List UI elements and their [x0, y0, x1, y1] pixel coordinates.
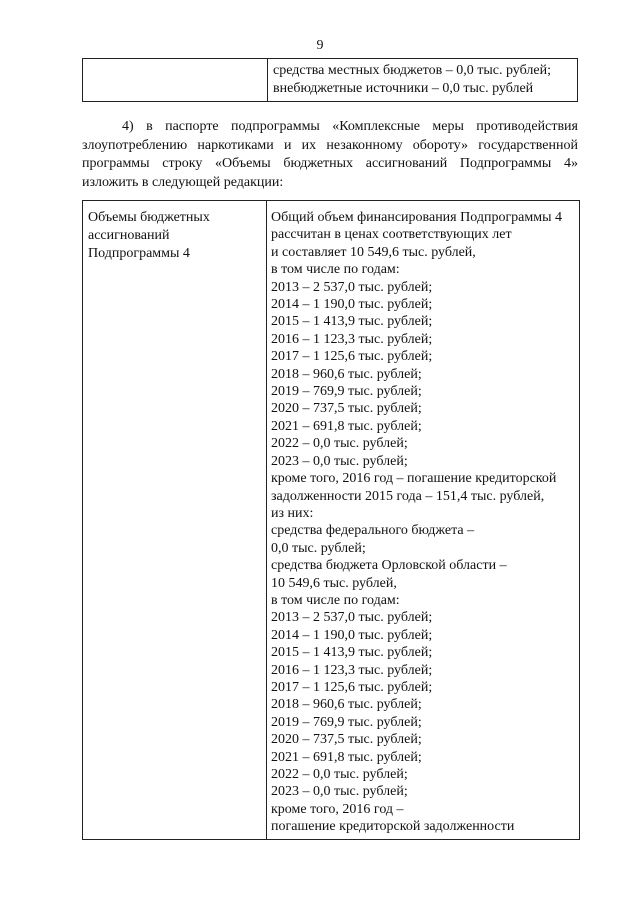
funding-line: Общий объем финансирования Подпрограммы 4 [271, 210, 563, 225]
funding-line: в том числе по годам: [271, 592, 400, 608]
funding-details-cell [271, 209, 575, 836]
funding-line: 2019 – 769,9 тыс. рублей; [271, 384, 422, 400]
table-column-divider [266, 201, 267, 839]
funding-line: кроме того, 2016 год – [271, 801, 404, 817]
funding-line: средства бюджета Орловской области – [271, 558, 507, 574]
paragraph-line: злоупотреблению наркотиками и их незаконному обороту» государственной [82, 137, 578, 153]
row-header-line: Подпрограммы 4 [88, 246, 190, 261]
funding-line: 2021 – 691,8 тыс. рублей; [271, 749, 422, 765]
funding-line: 10 549,6 тыс. рублей, [271, 575, 397, 591]
funding-line: 2020 – 737,5 тыс. рублей; [271, 401, 422, 417]
continuation-table [82, 58, 578, 102]
funding-line: средства федерального бюджета – [271, 523, 475, 539]
funding-line: 2013 – 2 537,0 тыс. рублей; [271, 610, 433, 626]
funding-line: 2023 – 0,0 тыс. рублей; [271, 784, 408, 800]
page-number: 9 [316, 38, 324, 53]
funding-line: 2014 – 1 190,0 тыс. рублей; [271, 297, 433, 313]
continuation-table-right-cell [273, 62, 551, 98]
funding-line: 0,0 тыс. рублей; [271, 540, 366, 556]
paragraph-line: 4) в паспорте подпрограммы «Комплексные меры противодействия [122, 119, 578, 134]
funding-line: из них: [271, 505, 314, 521]
funding-line: 2023 – 0,0 тыс. рублей; [271, 453, 408, 469]
table-line: внебюджетные источники – 0,0 тыс. рублей [273, 81, 534, 96]
funding-line: и составляет 10 549,6 тыс. рублей, [271, 244, 476, 260]
funding-line: кроме того, 2016 год – погашение кредиторской [271, 471, 557, 487]
table-line: средства местных бюджетов – 0,0 тыс. рублей; [273, 63, 551, 78]
paragraph-line: изложить в следующей редакции: [82, 174, 284, 190]
funding-line: 2020 – 737,5 тыс. рублей; [271, 732, 422, 748]
amendment-paragraph [82, 118, 578, 192]
funding-line: в том числе по годам: [271, 262, 400, 278]
funding-line: 2021 – 691,8 тыс. рублей; [271, 418, 422, 434]
funding-line: 2018 – 960,6 тыс. рублей; [271, 697, 422, 713]
funding-line: рассчитан в ценах соответствующих лет [271, 227, 512, 243]
row-header-line: ассигнований [88, 228, 170, 243]
row-header-cell [88, 209, 264, 263]
paragraph-line: программы строку «Объемы бюджетных ассигнований Подпрограммы 4» [82, 156, 578, 171]
row-header-line: Объемы бюджетных [88, 210, 210, 225]
funding-line: 2017 – 1 125,6 тыс. рублей; [271, 349, 433, 365]
funding-line: 2013 – 2 537,0 тыс. рублей; [271, 279, 433, 295]
funding-line: 2022 – 0,0 тыс. рублей; [271, 767, 408, 782]
table-column-divider [267, 59, 268, 101]
funding-line: 2016 – 1 123,3 тыс. рублей; [271, 331, 433, 347]
budget-allocation-table [82, 200, 580, 840]
funding-line: задолженности 2015 года – 151,4 тыс. рублей, [271, 488, 545, 504]
funding-line: 2018 – 960,6 тыс. рублей; [271, 366, 422, 382]
funding-line: 2015 – 1 413,9 тыс. рублей; [271, 314, 433, 330]
funding-line: погашение кредиторской задолженности [271, 819, 515, 835]
funding-line: 2022 – 0,0 тыс. рублей; [271, 436, 408, 452]
funding-line: 2017 – 1 125,6 тыс. рублей; [271, 679, 433, 695]
funding-line: 2016 – 1 123,3 тыс. рублей; [271, 662, 433, 678]
funding-line: 2014 – 1 190,0 тыс. рублей; [271, 627, 433, 643]
funding-line: 2019 – 769,9 тыс. рублей; [271, 714, 422, 730]
funding-line: 2015 – 1 413,9 тыс. рублей; [271, 645, 433, 661]
